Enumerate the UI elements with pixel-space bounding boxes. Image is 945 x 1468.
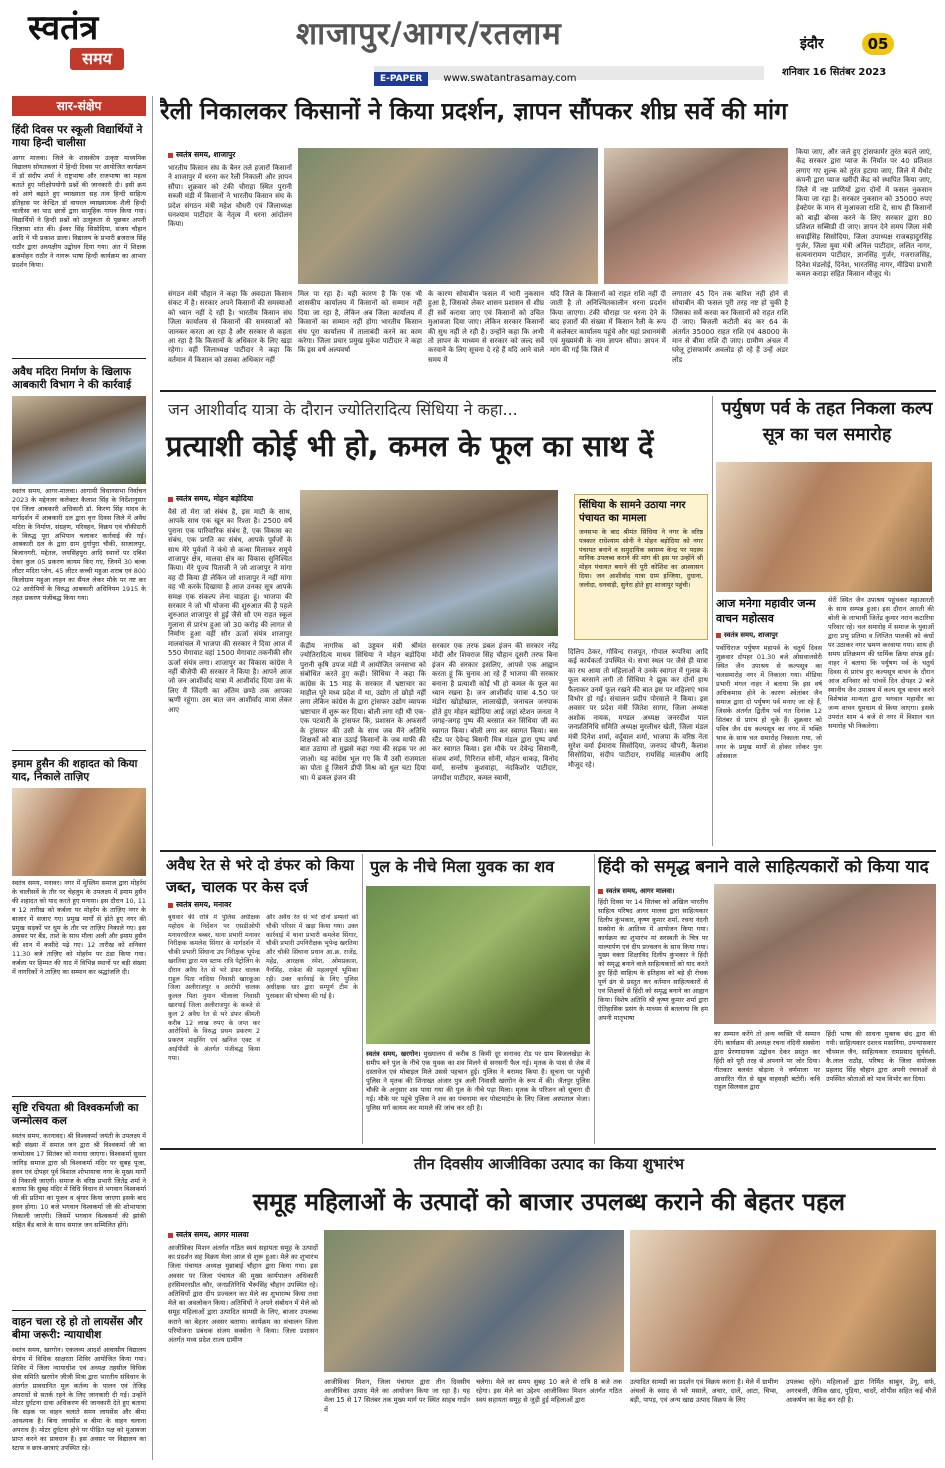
hindi-article <box>598 854 938 1144</box>
sidebar-item-body: स्वतंत्र समय, करनावद। श्री विश्वकर्मा जयंती के उपलक्ष्य में बड़ी संख्या में समाज जन द्वारा श्री विश्वकर्मा जी का जन्मोत्सव 17 सितंबर को मनाया जाएगा। विश्वकर्मा सुथार जांगिड़ समाज द्वारा श्री विश्वकर्मा मंदिर पर सुबह पूजा, हवन एवं दोपहर पूर्व विशाल शोभायात्रा नगर के मुख्य मार्गों से निकाली जाएगी। समाज के वरिष्ठ प्रभारी जितेंद्र शर्मा ने बताया कि सुबह मंदिर में विधि विधान से भगवान विश्वकर्मा जी की प्रतिमा का पूजन व श्रृंगार किया जाएगा इसके बाद हवन होगा। 10 बजे भगवान विश्वकर्मा जी की शोभायात्रा निकाली जाएगी। जिसमें भगवान विश्वकर्मा की झांकी सहित बैंड बाजे के साथ समाज जन सम्मिलित होंगे। <box>12 1132 146 1230</box>
article-byline: स्वतंत्र समय, शाजापुर <box>716 630 778 639</box>
article-headline: हिंदी को समृद्ध बनाने वाले साहित्यकारों को किया याद <box>598 857 929 877</box>
divider <box>12 750 146 751</box>
news-photo <box>604 148 788 284</box>
article-column: उत्पादित सामग्री का प्रदर्शन एवं विक्रय करना है। मेले में ग्रामीण अंचलों के स्वाद से भरे मसाले, अचार, दालें, आटा, चिप्स, बड़ी, पापड़, एवं अन्य खाद्य उत्पाद विक्रय के लिए <box>630 1378 778 1405</box>
epaper-tag: E-PAPER <box>374 72 428 86</box>
photo-caption: आज मनेगा महावीर जन्म वाचन महोत्सव <box>716 597 816 625</box>
women-article <box>160 1152 938 1460</box>
box-body: जनसभा के बाद श्रीमंत सिंधिया ने नगर के वरिष्ठ पत्रकार राधेश्याम सोनी ने मोहन बड़ोदिया को नगर पंचायत बनाने व समुदायिक स्वास्थ्य केन्द्र पर पदस्थ मानिक उपलब्ध कराने की मांग की इस पर उन्होंने श्री मोहन पंचायत बनाने की पूरी कोशिश का आश्वासन दिया। जन आशीर्वाद यात्रा ग्राम इन्जिया, दुधाना, जलोदा, धनवाड़ी, सुनेरा होते हुए शाजापुर पहुंची। <box>579 528 703 589</box>
scindia-box <box>574 494 708 640</box>
sidebar-item <box>12 124 146 346</box>
article-column: सरकार एक तरफ डबल इंजन की सरकार नरेंद्र मोदी और शिवराज सिंह चौहान दूसरी तरफ बिना इंजन की सरकार इसलिए, आपसे एक आह्वान करता हूं कि चुनाव आ रहे हैं भाजपा की सरकार बनाना है प्रत्याशी कोई भी हो कमल के फूल का ध्यान रखना है। जन आशीर्वाद यात्रा 4.50 पर मंडोरा खोड़ोखाल, लालाखेड़ी, जनाचल जनपाक होते हुए मोहन बड़ोदिया आई जहां स्टेशन जनता ने जगह-जगह पुष्प की बरसात कर सिंधिया जी का स्वागत किया। बोली लगा कर स्वागत किया। बस स्टैंड पर देवेन्द्र बिसनी मित्र मंडल द्वारा पुष्प वर्षा कर स्वागत किया। इस मौके पर देवेन्द्र सिसानी, संजय शर्मा, गिरिराज सोनी, मोहन धाकड़, विनोद वर्मा, सन्तोष कुशवाहा, नंदकिशोर पाटीदार, जगदीश पाटीदार, कमल स्वामी, <box>432 642 558 782</box>
bridge-article <box>366 854 592 1144</box>
city-label: इंदौर <box>800 36 824 52</box>
sidebar-item-title: इमाम हुसैन की शहादत को किया याद, निकाले ताज़िए <box>12 758 138 783</box>
news-photo <box>324 1230 624 1372</box>
article-column: आजीविका मिशन अंतर्गत गठित स्वयं सहायता समूह के उत्पादों का प्रदर्शन सह विक्रय मेला आज से शुरू हुआ। मेले का शुभारंभ जिला पंचायत अध्यक्ष मुन्नाबाई चौहान द्वारा किया गया। इस अवसर पर जिला पंचायत की मुख्य कार्यपालन अधिकारी हरसिमरनप्रीत कौर, जनप्रतिनिधि भैरूसिंह चौहान उपस्थित रहे। अतिथियों द्वारा दीप प्रज्वलन कर मेले का शुभारम्भ किया तथा मेले का अवलोकन किया। अतिथियों ने अपने संबोधन में मेले को समूह महिलाओं द्वारा उत्पादित सामग्री के लिए, बाजार उपलब्ध कराने का बेहतर अवसर बताया। कार्यक्रम का संचालन जिला परियोजना प्रबंधक संजय सक्सेना ने किया। जिला प्रशासन अंतर्गत मध्य प्रदेश राज्य ग्रामीण <box>168 1244 318 1345</box>
article-byline: स्वतंत्र समय, खरगोन। <box>366 1050 421 1058</box>
divider <box>12 358 146 359</box>
article-kicker: तीन दिवसीय आजीविका उत्पाद का किया शुभारंभ <box>414 1155 684 1173</box>
article-column: बुधवार की रात्रि में पुलिस अधीक्षक महोदय के निर्देशन पर एसडीओपी मनावरधीरज बब्बर, थाना प्रभारी मनावर निरीक्षक कमलेश सिंगार के मार्गदर्शन में चौकी प्रभारी सिंघाना उप निरीक्षक भूपेन्द्र खरतिया द्वारा मय स्टाफ रात्रि पेट्रोलिंग के दौरान अवैध रेत से भरे डंफर चालक राहुल पिता नांदिया निवासी खारकूआ जिला अलीराजपुर व आरोपी चालक कुलल पिता नुमान भीलाला निवासी खारपाई जिला अलीराजपुर के कब्जे से कुल 2 अवैध रेत से भरे डंफर कीमती करीब 12 लाख रुपए के जप्त कर आरोपियों के विरुद्ध प्रथम प्रकरण 2 प्रकरण माइनिंग एवं खनिज एक्ट वं आईपीसी के अंतर्गत पंजीबद्ध किया गया। <box>168 914 260 1062</box>
divider <box>12 1310 146 1311</box>
sidebar-item-title: सृष्टि रचियता श्री विश्वकर्माजी का जन्मोत्सव कल <box>12 1102 139 1127</box>
edition-title: शाजापुर/आगर/रतलाम <box>296 16 562 52</box>
article-column: हिंदी भाषा की साधना मुक्तक छंद द्वारा की गयी। साहित्यकार दशरथ मसानिया, उपन्यासकार चौथमल जैन, साहित्यकार रामप्रसाद सूर्यवंशी, कै.लाल राठौड़, परिषद के जिला संयोजक प्रहलाद सिंह चौहान द्वारा अपनी रचनाओं से उपस्थित श्रोताओं को भाव विभोर कर दिया। <box>826 1030 936 1083</box>
sidebar-item-body: आगर मालवा। जिले के शासकीय उत्कृष्ट माध्यमिक विद्यालय सोयतकलां में हिन्दी दिवस पर आयोजित कार्यक्रम में डॉ संदीप शर्मा ने राष्ट्रभाषा और राजभाषा का महत्व बताते हुए परीक्षोपयोगी प्रश्नों की जानकारी दी। इसी क्रम को आगे बढ़ाते हुए व्याख्याता सह तत्व हिन्दी साहित्य इतिहास पर केन्द्रित डॉ वायरल व्याख्यात्मक शैली हिन्दी चालीसा का पाठ छात्रों द्वारा सामूहिक गायन किया गया। विद्यार्थियों ने हिन्दी प्रश्नों को उत्सुकता से पूछकर अपनी जिज्ञासा शांत की। ईश्वर सिंह सिसोदिया, संजय चौहान आदि ने भी प्रकाश डाला। विद्यालय के प्रभारी ब्रजराज सिंह राठौर द्वारा अध्यक्षीय उद्बोधन दिया गया। अंत में शिक्षक ब्रजमोहन राठौर ने नागरू भाषा हिन्दी कार्यक्रम का आभार प्रदर्शन किया। <box>12 154 146 269</box>
article-column: मिल पा रहा है। यही कारण है कि एक भी शासकीय कार्यालय में किसानों को सम्मान नहीं दिया जा रहा है, लेकिन अब जिला कार्यालय में किसानों का सम्मान नहीं होगा भारतीय किसान संघ पूरा कार्यालय में तालाबंदी करने का काम करेगा। जिला प्रचार प्रमुख मुकेश पाटीदार ने कहा कि इस वर्ष अल्पवर्षा <box>298 290 422 355</box>
article-column: उपलब्ध रहेंगे। महिलाओं द्वारा निर्मित साबुन, डेंगू, सर्फ, अगरबत्ती, जैविक खाद, पुड़िया, चादरें, शोपीस सहित कई चीजें आकर्षण का केंद्र बन रही है। <box>786 1378 936 1405</box>
news-photo <box>630 1230 936 1372</box>
article-column: किया जाए, और जले हुए ट्रांसफार्मर तुरंत बदले जाएं, केंद्र सरकार द्वारा प्याज के निर्यात पर 40 प्रतिशत लगाए गए शुल्क को तुरंत हटाया जाए, जिले में मेंथोट कंपनी द्वारा प्याज खरीदी केंद्र को स्थापित किया जाए, जिले में नष्ट प्राणियों द्वारा दोनों में फसल नुकसान किया जा रहा है। सरकार नुकसान को 35000 रुपए हेक्टेयर के मान से मुआवजा राशि दे, साथ ही किसानों को बाढ़ी बोनस करने के लिए सरकार द्वारा 80 प्रतिशत सब्सिडी दी जाए। ज्ञापन देने समय जिला मंत्री सवाईसिंह सिसोदिया, जिला उपाध्यक्ष राजबहादुरसिंह गुर्जर, जिला युवा मंत्री अनिल पाटीदार, ललित नागर, सत्यनारायण पाटीदार, ज्ञानसिंह गुर्जर, गजराजसिंह, दिनेश मंडलोई, दिनेश, भारतसिंह नागर, मीडिया प्रभारी कमल कराड़ा सहित किसान मौजूद थे। <box>796 148 932 279</box>
divider <box>160 1148 936 1150</box>
article-column: और अवैध रेत से भरे दोनों डम्फरों को चौकी परिसर में खड़ा किया गया। उक्त कार्रवाई में थाना प्रभारी कमलेश सिंगार, चौकी प्रभारी उपनिरीक्षक भूपेन्द्र खरतिया और चौकी सिंघाना प्रधान आ.क्र. राजेंद्र, महेंद्र, आरक्षक रमेश, ओमप्रकाश, नैनसिंह, राकेश की महत्वपूर्ण भूमिका रही। उक्त कार्रवाई के लिए पुलिस अधीक्षक धार द्वारा सम्पूर्ण टीम के पुरस्कार की घोषणा की गई है। <box>266 914 358 1001</box>
sand-article <box>160 854 360 1144</box>
article-headline: पर्युषण पर्व के तहत निकला कल्प सूत्र का चल समारोह <box>721 399 933 445</box>
logo[interactable] <box>28 8 138 80</box>
paryushan-article <box>716 396 938 846</box>
article-byline: स्वतंत्र समय, आगर मालवा। <box>598 886 674 895</box>
sidebar-heading: सार-संक्षेप <box>12 96 146 116</box>
page-number: 05 <box>862 33 894 55</box>
article-headline: अवैध रेत से भरे दो डंफर को किया जब्त, चालक पर केस दर्ज <box>166 856 355 896</box>
article-kicker: जन आशीर्वाद यात्रा के दौरान ज्योतिरादित्य सिंधिया ने कहा... <box>168 400 518 419</box>
column-divider <box>712 396 713 846</box>
news-photo <box>298 148 598 284</box>
sidebar-item <box>12 1316 146 1460</box>
article-column: के कारण सोयाबीन फसल में भारी नुकसान हुआ है, जिसको लेकर शासन प्रशासन से शीघ्र ही सर्वे कराया जाए एवं किसानों को उचित मुआवजा दिया जाए। लेकिन सरकार किसानों की सुध नहीं ले रही है। उन्होंने कहा कि अभी तो ज्ञापन के माध्यम से सरकार को जल्द सर्वे करवाने के लिए सूचना दे रहे हैं यदि आने वाले समय में <box>428 290 544 364</box>
sidebar-item-title: अवैध मदिरा निर्माण के खिलाफ आबकारी विभाग ने की कार्रवाई <box>12 366 132 391</box>
sidebar-item-body: स्वतंत्र समय, खरगोन। एकलव्य आदर्श आवासीय विद्यालय सेगांव में विधिक साक्षरता शिविर आयोजित किया गया। शिविर में जिला न्यायाधीश एवं अध्यक्ष तहसील विधिक सेवा समिति खरगोन जीजी मित्रा द्वारा भारतीय संविधान के अंतर्गत प्रावधानित मूल कर्तव्य के पालन एवं तेजिड़ अपराधों से सतर्क रहने के लिए जानकारी दी गई। उन्होंने मोटर दुर्घटना दावा अधिकरण की जानकारी देते हुए बताया कि सड़क पर वाहन चलाते समय लायसेंस और बीमा आवश्यक है। बिना लायसेंस व बीमा के वाहन चलाना अपराध है। मोटर दुर्घटना होने पर पीड़ित पक्ष को मुआवजा प्राप्त करने का प्रावधान है। इस अवसर पर विद्यालय का स्टाफ व छात्र-छात्राएं उपस्थित रहे। <box>12 1346 146 1452</box>
news-photo <box>12 788 146 876</box>
article-column: वैसे तो मेरा जो संबंध है, इस माटी के साथ, आपके साथ एक खून का रिश्ता है। 2500 वर्ष पुराना एक पारिवारिक संबंध है, एक विकास का संबंध, एक प्रगति का संबंध, आपके पूर्वजों के साथ मेरे पूर्वजों ने कंधे से कन्धा मिलाकर समूचे शाजापुर क्षेत्र, मालवा क्षेत्र का विकास सुनिश्चित किया। मेरे पूज्य पिताजी ने जो शाजापुर ने मांगा वह दी किया ही लेकिन जो शाजापुर ने नहीं मांगा वह भी करके दिखाया है आज उनका सूत्र आपके समक्ष एक संकल्प लेना चाहता हूं। भाजपा की सरकार ने जो भी योजना की शुरुआत की है पहले शुरुआत शाजापुर से हुई जैसे सौ एम राहत स्कूल गुलाना से प्रारंभ हुआ जो 30 करोड़ की लागत से निर्माण हुआ वहीं सौर ऊर्जा संयंत्र शाजापुर मालवांचल में भाजपा की सरकार ने दिया आज में 550 मेगावाट वहां 1500 मेगावाट तकनीकी सौर ऊर्जा संयंत्र लगा। शाजापुर का विकास कांग्रेस ने नहीं बीजेपी की सरकार ने किया है। आपने आज जो जन आशीर्वाद यात्रा में आशीर्वाद दिया उस के लिए मैं जिंदगी का अंतिम छण्ठे तक आपका ऋणी रहूंगा। उस बात जन आशीर्वाद यात्रा लेकर आए <box>168 508 292 714</box>
column-divider <box>152 96 153 1460</box>
sidebar-item-title: हिंदी दिवस पर स्कूली विद्यार्थियों ने गाया हिन्दी चालीसा <box>12 124 143 149</box>
article-column: पर्वाधिराज पर्युषण महापर्व के चतुर्थ दिवस शुक्रवार दोपहर 01.30 बजे ओसवालसेरी स्थित जैन उपाश्रय से कल्पसूत्र का चलसमारोह नगर में निकाला गया। मीडिया प्रभारी मंगल नाहर ने बताया कि इस वर्ष अधिकमास होने के कारण श्वेतांबर जैन समाज द्वारा दो पर्युषण पर्व मनाए जा रहे हैं, जिसके अंतर्गत द्वितीय पर्व गत दिनांक 12 सितंबर से प्रारंभ हो चुके हैं। शुक्रवार को पवित्र जैन ग्रंथ कल्पसूत्र का नगर में भक्ति भाव के साथ चल समारोह निकाला गया, जो नगर के प्रमुख मार्गों से होकर लोकर पुनः ओसवाल <box>716 644 822 760</box>
masthead <box>0 0 945 88</box>
column-divider <box>594 854 595 1144</box>
article-byline: स्वतंत्र समय, मोहन बड़ोदिया <box>168 494 253 504</box>
article-column <box>366 1050 590 1142</box>
website-link[interactable]: www.swatantrasamay.com <box>443 73 577 84</box>
article-column: दिलिप ठेकर, गोविन्द राजपूत, गोपाल रूपरिया आदि कई कार्यकर्ता उपस्थित थे। सभा स्थल पर जैसे ही यात्रा का रथ आया तो महिलाओं ने उनके स्वागत में गुलाब के फूल बरसाने लगी तो सिंधिया ने झुक कर दोनों हाथ फैलाकर उनमें फूल रखने की बात इस पर महिलाएं भाव विभोर हो गई। संचालन प्रदीप पोरवाले ने किया। इस अवसर पर प्रदेश मंत्री जितेश सागर, जिला अध्यक्ष अशोक नायक, मण्डल अध्यक्ष जनरदीश पाल जनप्रतिनिधि समिति अध्यक्ष मुरलीधर खेती, जिला मंडल मंत्री दिनेश शर्मा, वर्दुवाल शर्मा, भाजपा के वरिष्ठ नेता सुरेश वर्मा ईमाराय सिसोदिया, जनपद चौपरी, कैलाश सिसोदिया, संदीप पाटीदार, रायसिंह मालवीय आदि मौजूद रहे। <box>568 648 708 769</box>
article-headline: पुल के नीचे मिला युवक का शव <box>370 857 555 876</box>
divider <box>12 1096 146 1097</box>
article-column: यदि जिले के किसानों को राहत राशि नहीं दी जाती है तो अनिश्चितकालीन धरना प्रदर्शन किया जाएगा। टंकी चौराहा पर धरना देने के बाद हजारों की संख्या में किसान रैली के रूप में कलेक्टर कार्यालय पहुंचे और यहां प्रधानमंत्री एवं मुख्यमंत्री के नाम ज्ञापन सौंपा। ज्ञापन में मांग की गई कि जिले में <box>550 290 666 355</box>
article-byline: स्वतंत्र समय, मनावर <box>168 900 231 910</box>
farmers-article <box>160 92 936 384</box>
article-column: भारतीय किसान संघ के बैनर तले हजारों किसानों ने शाजापुर में धरना कर रैली निकाली और ज्ञापन सौंपा। शुक्रवार को टंकी चौराहा स्थित पुरानी सब्जी मंडी में किसानों ने भारतीय किसान संघ के प्रदेश संगठन मंत्री महेश चौधरी एवं जिलाध्यक्ष घनश्याम पाटीदार के नेतृत्व में धरना आंदोलन किया। <box>168 164 292 229</box>
column-divider <box>362 854 363 1144</box>
news-photo <box>300 490 558 636</box>
article-headline: रैली निकालकर किसानों ने किया प्रदर्शन, ज्ञापन सौंपकर शीघ्र सर्वे की मांग <box>160 97 788 125</box>
article-column: आजीविका मिशन, जिला पंचायत द्वारा तीन दिवसीय आजीविका उत्पाद मेले का आयोजन किया जा रहा है। यह मेला 15 से 17 सितंबर तक मुख्य मार्ग पर स्थित साहब गार्डन में <box>324 1378 470 1414</box>
article-column: लगातार 45 दिन तक बारिश नहीं होने से सोयाबीन की फसल पूरी तरह नष्ट हो चुकी है जिसका सर्वे करवा कर किसानों को राहत राशि दी जाए। बिजली कटौती बंद कर 64 के अंतर्गत 35000 राहत राशि एवं 48000 के मान से बीमा राशि दी जाए। ग्रामीण अंचल में घरेलू ट्रांसफार्मर अवलोड हो रहे हैं उन्हें अंडर लोड <box>672 290 788 364</box>
logo-line1: स्वतंत्र <box>28 8 99 48</box>
issue-date: शनिवार 16 सितंबर 2023 <box>782 67 887 78</box>
article-column: सेरी स्थित जैन उपाश्रय पहुंचकर महाआरती के साथ सम्पन्न हुआ। इस दौरान आरती की बोली के लाभार्थी जितेंद्र कुमार नरान कटारिया परिवार रहे। चल समारोह में समाज के युवाओं द्वारा प्रभु प्रतिमा व लिप्तित पालकी को कंधों पर उठाकर नगर भ्रमण करवाया गया। साथ ही समय प्रतिक्रमण की धार्मिक क्रिया संपन्न हुई। नाहर ने बताया कि पर्युषण पर्व के चतुर्थ दिवस से प्रारंभ हुए कल्पसूत्र वाचन के दौरान आज शनिवार को पांचवें दिन दोपहर 2 बजे स्थानीय जैन उपाश्रय में कल्प सूत्र वाचन करने विशेषांश मान्यता द्वारा भगवान महावीर का जन्म वाचन धूमधाम से किया जाएगा। इसके उपरांत शाम 4 बजे से नगर में विशाल चल समारोह भी निकलेगा। <box>828 596 934 730</box>
news-photo <box>716 462 932 592</box>
sidebar-item <box>12 366 146 685</box>
news-photo <box>714 884 936 1024</box>
sidebar-item-title: वाहन चला रहे हो तो लायसेंस और बीमा जरूरी: न्यायाधीश <box>12 1316 143 1341</box>
article-column: चलेगा। मेले का समय सुबह 10 बजे से रात्रि 8 बजे तक रहेगा। इस मेले का उद्देश्य आजीविका मिशन अंतर्गत गठित स्वयं सहायता समूह से जुड़ी हुई महिलाओं द्वारा <box>476 1378 622 1405</box>
web-bar <box>374 66 764 84</box>
article-body: मुख्यालय से करीब 8 किमी दूर सनावद रोड पर ग्राम बिजलखेड़ा के समीप बने पुल के नीचे एक युवक का शव मिलने से सनसनी फैल गई। मृतक के पास से जेब में दस्तावेज एवं मोबाइल मिले उससे पहचान हुई। पुलिस ने बरामद किया है। सूचना पर पहुंची पुलिस ने मृतक की शिनाख्त अंजार पुत्र अली निवासी खरगोन के रूप में की। जैतपुर पुलिस चौकी के अनुसार शव पाया गया की पुल के नीचे पड़ा मिला। मृतक के परिजन को सूचना दी गई। मौके पर पहुंचे पुलिस ने शव का पंचनामा कर पोस्टमार्टम के लिए जिला अस्पताल भेजा। पुलिस मर्ग कायम कर मामले की जांच कर रही है। <box>366 1050 590 1112</box>
article-column: संगठन मंत्री चौहान ने कहा कि अवदाता किसान संकट में है। सरकार अपने किसानों की समस्याओं को ध्यान नहीं दे रही है। भारतीय किसान संघ जिला कार्यालय से किसानों की समस्याओं को जानकर करता आ रहा है और सरकार से कहता आ रहा है कि किसानों के अधिकार के लिए खड़ा रहेगा। वहीं जिलाध्यक्ष पाटीदार ने कहा कि वर्तमान में किसान को उसका अधिकार नहीं <box>168 290 292 364</box>
article-byline: स्वतंत्र समय, आगर मालवा <box>168 1230 249 1240</box>
scindia-article <box>160 396 708 846</box>
sidebar-item <box>12 758 146 1055</box>
article-column: का सम्मान करेंगे तो अन्य व्यक्ति भी सम्मान देंगे। कार्यक्रम की अध्यक्ष रचना नंदिनी सक्सेना द्वारा प्रेरणादायक उद्बोधन देकर प्रस्तुत कर हिंदी को पूरी तरह से अपनाने पर जोर दिया। गीतकार बलवंत बोड़ाना ने वर्णमाला पर आधारित गीत से खूब वाहवाही बटोरी। कवि राहुल सिलवाल द्वारा <box>714 1030 820 1092</box>
sidebar-item-body: स्वतंत्र समय, मनावर। नगर में मुस्लिम समाज द्वारा मोहर्रम के चालीसवें के तौर पर चेहलुम के उपलक्ष्य में इमाम हुसैन की शहादत को याद करते हुए मनाया। इस दौरान 10, 11 व 12 तारीख को कर्बला पर मोहर्रम के ताज़िए नगर के बाजार में सजाए गए। प्रमुख मार्गों से होते हुए नगर की प्रमुख सड़कों पर धुम के तौर पर ताज़िए निकाले गए। इस अवसर पर बैंड, ताशे के साथ मौला अली और इमाम हुसैन की शान में कसीदे पढ़े गए। 12 तारीख को शनिवार 11.30 बजे ताज़िए को मोहर्रम पर ठंडा किया गया। कर्बला पर हिम्मत की याद में विभिन्न स्थानों पर बड़ी संख्या में नागरिकों ने ताज़िए का सम्मान कर श्रद्धांजलि दी। <box>12 879 146 977</box>
sidebar <box>12 96 146 1460</box>
box-headline: सिंधिया के सामने उठाया नगर पंचायत का मामला <box>579 500 686 524</box>
divider <box>160 850 936 852</box>
news-photo <box>12 396 146 484</box>
news-photo <box>366 886 590 1044</box>
divider <box>160 390 936 392</box>
article-column: केंद्रीय नागरिक को उड्डयन मंत्री श्रीमंत ज्योतिरादित्य माधव सिंधिया ने मोहन बड़ोदिया पुरानी कृषि उपज मंडी में आयोजित जनसभा को संबोधित करते हुए कही। सिंधिया ने कहा कि कांग्रेस के 15 माह के सरकार में भ्रष्टाचार का माहौल पूरे मध्य प्रदेश में था, उद्योग तो छोड़ो नहीं लगा लेकिन कांग्रेस के द्वारा ट्रांसफर उद्योग व्यापक भ्रष्टाचार में शुरू कर दिया। बोली लगा रही थी एक-एक पटवारी के ट्रांसफर कि, प्रशासन के अफसरों के ट्रांसफर की उसी के साथ जब मैंने अतिथि शिक्षकों को बात उठाई किसानों के जब माफी की बात उठाया तो मुझसे कहा गया की सड़क पर आ जाओ। यह कांग्रेस भूल गए कि मैं उसी राजमाता का पोता हूं जिसने डीपी मिश्र को धूल चटा दिया था। ये ढकल इंजन की <box>300 642 426 782</box>
article-headline: प्रत्याशी कोई भी हो, कमल के फूल का साथ दें <box>166 429 654 463</box>
sidebar-item <box>12 1102 146 1308</box>
logo-line2: समय <box>70 48 124 70</box>
sidebar-item-body: स्वतंत्र समय, आगर-मालवा। आगामी विधानसभा निर्वाचन 2023 के मद्देनजर कलेक्टर कैलाश सिंह के निर्देशानुसार एवं जिला आबकारी अधिकारी डॉ. किरण सिंह यादव के मार्गदर्शन में आबकारी दल द्वारा वृत्त दिवस जिले में अवैध मदिरा के निर्माण, संग्रहण, परिवहन, विक्रय एवं चौकीदारी के विरुद्ध पूरा अभियान चलाकर कार्रवाई की गई। आबकारी दल के द्वारा ग्राम दुर्गापुरा चौकी, साजालपुर, बिजानगरी, मद्देतल, जयसिंहपुरा आदि स्थानों पर दबिश देकर कुल 05 प्रकरण कायम किए गए, जिनमें 30 बल्क लीटर मदिरा प्लेन, 45 लीटर कच्ची महुआ शराब एवं 800 किलोग्राम महुआ लाहन का सैंपल लेकर मौके पर नष्ट कर 02 आरोपियों के विरुद्ध आबकारी अधिनियम 1915 के तहत प्रकरण पंजीबद्ध किया गया। <box>12 487 146 602</box>
article-byline: स्वतंत्र समय, शाजापुर <box>168 150 235 160</box>
article-headline: समूह महिलाओं के उत्पादों को बाजार उपलब्ध कराने की बेहतर पहल <box>252 1188 846 1216</box>
article-column: हिंदी दिवस पर 14 सितंबर को अखिल भारतीय साहित्य परिषद आगर मालवा द्वारा साहित्यकार दिलीप कुंभकार, कृष्ण कुमार शर्मा, रचना नंदनी सक्सेना के आतिथ्य में आयोजन किया गया। कार्यक्रम का शुभारंभ मां सरस्वती के चित्र पर माल्यार्पण एवं दीप प्रज्वलन के साथ किया गया। मुख्य वक्ता शिक्षाविद दिलीप कुंभकार ने हिंदी को समृद्ध बनाने वाले साहित्यकारों को याद करते हुए हिंदी साहित्य के इतिहास को बड़े ही रोचक पूर्ण ढंग से प्रस्तुत कर वर्तमान साहित्यकारों से एवं शिक्षकों से हिंदी को समृद्ध बनाने का आह्वान किया। विशेष अतिथि श्री कृष्ण कुमार शर्मा द्वारा ऐतिहासिक प्रसंग के माध्यम से बतलाया कि हम अपनी मातृभाषा <box>598 898 708 1022</box>
